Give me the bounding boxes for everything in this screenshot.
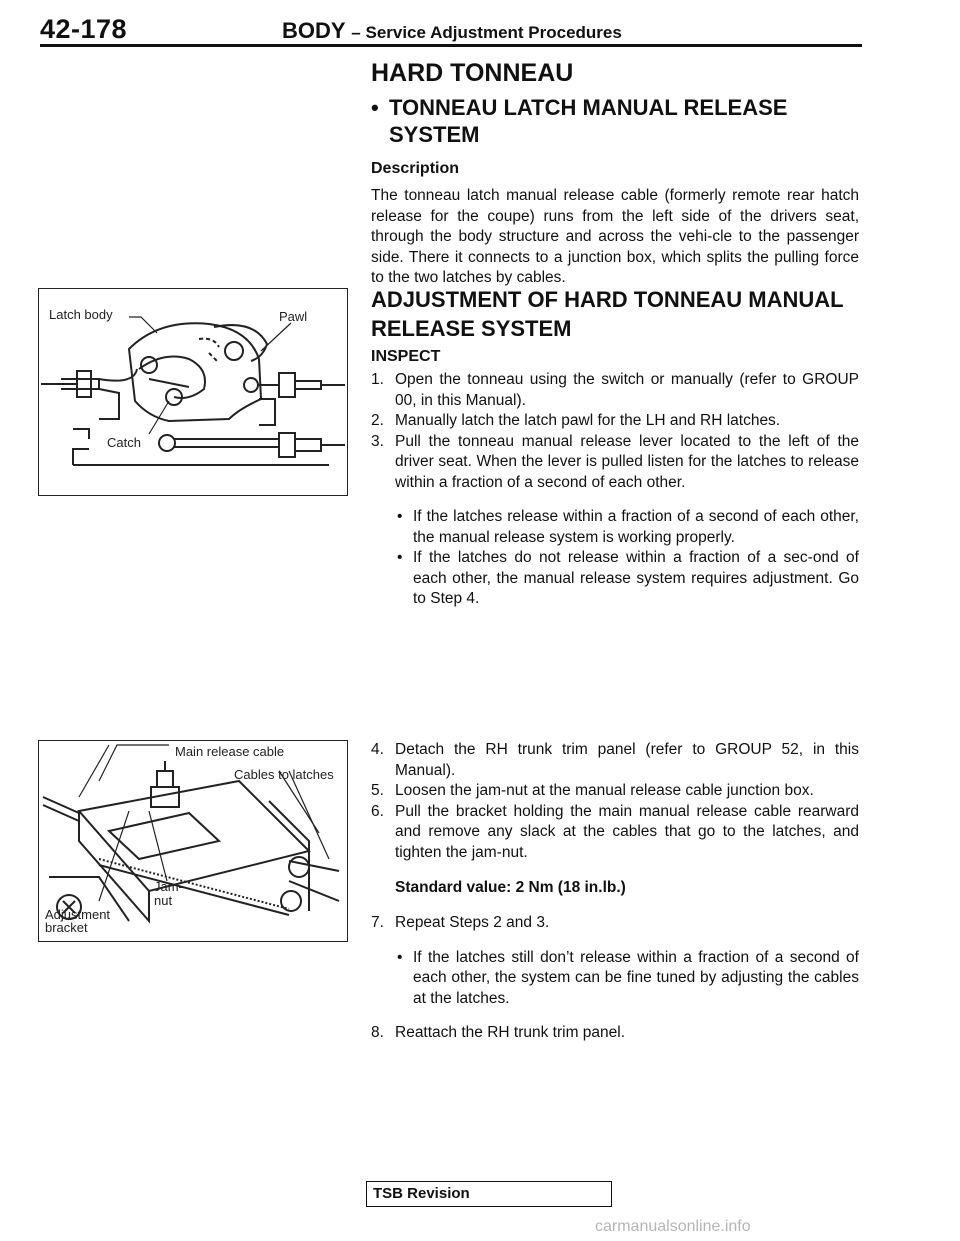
section-name: BODY (282, 18, 346, 43)
step-1: 1. Open the tonneau using the switch or manually (refer to GROUP 00, in this Manual). (371, 371, 859, 409)
label-cables-to-latches: Cables to latches (234, 767, 334, 782)
adjustment-steps-section (371, 740, 859, 1044)
check-item-3: • If the latches still don’t release within a fraction of a second of each other, the system can be fine tuned by adjusting the cables at the latches. (397, 948, 859, 1007)
label-nut: nut (154, 893, 173, 908)
inspect-steps (371, 370, 859, 493)
subtitle-line2: SYSTEM (389, 122, 480, 147)
adjustment-section (371, 286, 859, 610)
label-latch-body: Latch body (49, 307, 113, 322)
watermark: carmanualsonline.info (595, 1218, 751, 1235)
step-3: 3. Pull the tonneau manual release lever located to the left of the driver seat. When the lever is pulled listen for the latches to release within a fraction of a second of each other. (371, 432, 859, 491)
page-number: 42-178 (40, 14, 128, 44)
check-item-1: • If the latches release within a fraction of a second of each other, the manual release system is working properly. (397, 508, 859, 546)
adjustment-title-line1: ADJUSTMENT OF HARD TONNEAU MANUAL (371, 287, 844, 312)
adjustment-title-line2: RELEASE SYSTEM (371, 316, 572, 341)
section-subtitle: – Service Adjustment Procedures (351, 23, 622, 42)
description-heading: Description (371, 160, 460, 177)
step-8: 8. Reattach the RH trunk trim panel. (371, 1024, 626, 1041)
subtitle-line1: TONNEAU LATCH MANUAL RELEASE (389, 95, 788, 120)
step-4: 4. Detach the RH trunk trim panel (refer to GROUP 52, in this Manual). (371, 741, 859, 779)
check-item-2: • If the latches do not release within a fraction of a sec-ond of each other, the manual release system requires adjustment. Go to Step 4. (397, 549, 859, 607)
label-bracket: bracket (45, 920, 88, 935)
main-title: HARD TONNEAU (371, 59, 574, 87)
inspect-heading: INSPECT (371, 348, 441, 365)
step-6: 6. Pull the bracket holding the main manual release cable rearward and remove any slack at the cables that go to the latches, and tighten the jam-nut. (371, 802, 859, 861)
tsb-revision-label: TSB Revision (373, 1185, 470, 1202)
step-2: 2. Manually latch the latch pawl for the LH and RH latches. (371, 412, 781, 429)
adjust-steps (371, 740, 859, 863)
description-text: The tonneau latch manual release cable (formerly remote rear hatch release for the coupe) runs from the left side of the drivers seat, through the body structure and across the vehi-cle to the passenger side. There it connects to a junction box, which splits the pulling force to the two latches by cables. (371, 187, 859, 286)
label-catch: Catch (107, 435, 141, 450)
latch-illustration (39, 289, 347, 495)
label-pawl: Pawl (279, 309, 308, 324)
step-5: 5. Loosen the jam-nut at the manual release cable junction box. (371, 782, 814, 799)
label-adjustment: Adjustment (45, 907, 111, 922)
check-list (371, 507, 859, 610)
junction-box-diagram (38, 740, 348, 942)
latch-diagram (38, 288, 348, 496)
label-main-release-cable: Main release cable (175, 744, 285, 759)
junction-box-illustration (39, 741, 347, 941)
step-7: 7. Repeat Steps 2 and 3. (371, 914, 550, 931)
check-list-2 (371, 948, 859, 1010)
intro-section (371, 58, 859, 289)
standard-value: Standard value: 2 Nm (18 in.lb.) (395, 879, 626, 896)
subtitle (371, 94, 859, 121)
page-header (40, 10, 860, 46)
step-7-list (371, 913, 859, 934)
tsb-revision-box (366, 1181, 612, 1207)
subtitle-bullet: • (371, 95, 379, 120)
header-rule (40, 44, 862, 47)
section-title (282, 18, 622, 44)
label-jam: Jam- (154, 879, 183, 894)
step-8-list (371, 1023, 859, 1044)
